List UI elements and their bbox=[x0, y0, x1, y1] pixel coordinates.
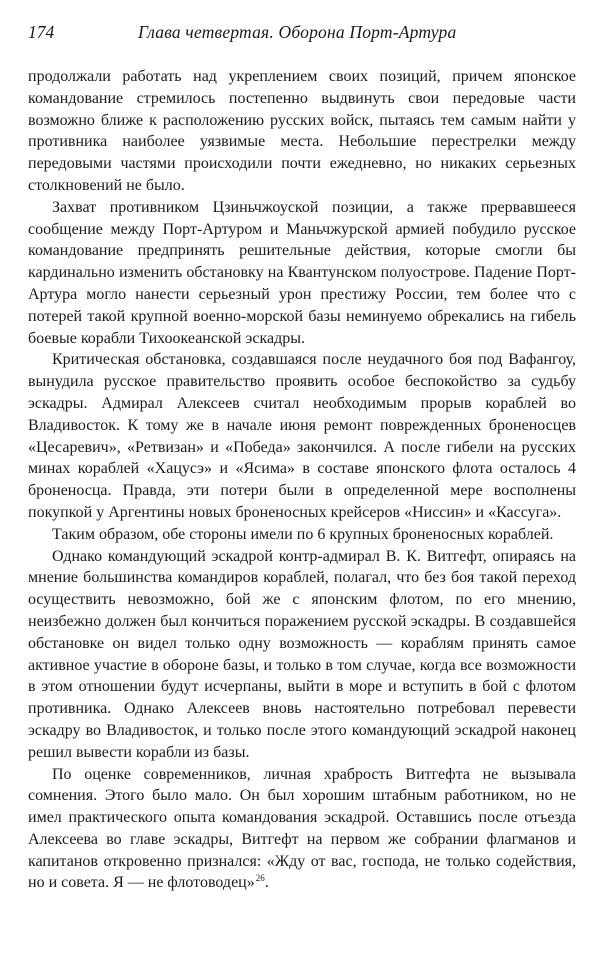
paragraph: продолжали работать над укреплением своих позиций, причем японское командование стремилось постепенно выдвинуть свои передовые части возможно ближе к расположению русских войск, пытаясь тем самым найти у противника наиболее уязвимые места. Небольшие перестрелки между передовыми частями происходили почти ежедневно, но никаких серьезных столкновений не было. bbox=[28, 68, 576, 194]
book-page bbox=[28, 22, 576, 894]
paragraph-with-footnote bbox=[28, 764, 576, 895]
paragraph: Захват противником Цзиньчжоуской позиции, а также прервавшееся сообщение между Порт-Артуром и Маньчжурской армией побудило русское командование предпринять решительные действия, которые смогли бы кардинально изменить обстановку на Квантунском полуострове. Падение Порт-Артура могло нанести серьезный урон престижу России, тем более что с потерей такой крупной военно-морской базы неминуемо обрекались на гибель боевые корабли Тихоокеанской эскадры. bbox=[28, 198, 576, 347]
footnote-reference[interactable]: 26 bbox=[255, 873, 265, 884]
paragraph: Таким образом, обе стороны имели по 6 крупных броненосных кораблей. bbox=[52, 525, 554, 543]
paragraph-text: По оценке современников, личная храбрость Витгефта не вызывала сомнения. Этого было мало. Он был хорошим штабным работником, но не имел практического опыта командования эскадрой. Оставшись после отъезда Алексеева во главе эскадры, Витгефт на первом же собрании флагманов и капитанов откровенно признался: «Жду от вас, господа, не только содействия, но и совета. Я — не флотоводец» bbox=[28, 765, 576, 892]
paragraph: Критическая обстановка, создавшаяся после неудачного боя под Вафангоу, вынудила русское правительство проявить особое беспокойство за судьбу эскадры. Адмирал Алексеев считал необходимым прорыв кораблей во Владивосток. К тому же в начале июня ремонт поврежденных броненосцев «Цесаревич», «Ретвизан» и «Победа» закончился. А после гибели на русских минах кораблей «Хацусэ» и «Ясима» в составе японского флота осталось 4 броненосца. Правда, эти потери были в определенной мере восполнены покупкой у Аргентины новых броненосных крейсеров «Ниссин» и «Кассуга». bbox=[28, 351, 576, 521]
paragraph: Однако командующий эскадрой контр-адмирал В. К. Витгефт, опираясь на мнение большинства командиров кораблей, полагал, что без боя такой переход осуществить невозможно, бой же с японским флотом, по его мнению, неизбежно должен был кончиться поражением русской эскадры. В создавшейся обстановке он видел только одну возможность — кораблям принять самое активное участие в обороне базы, и только в том случае, когда все возможности в этом отношении будут исчерпаны, выйти в море и вступить в бой с флотом противника. Однако Алексеев вновь настоятельно потребовал перевести эскадру во Владивосток, и только после этого командующий эскадрой наконец решил вывести корабли из базы. bbox=[28, 547, 576, 761]
page-header bbox=[28, 22, 576, 52]
page-number: 174 bbox=[28, 22, 55, 42]
running-title: Глава четвертая. Оборона Порт-Артура bbox=[138, 22, 457, 42]
body-text bbox=[28, 66, 576, 894]
trailing-period: . bbox=[264, 874, 269, 892]
